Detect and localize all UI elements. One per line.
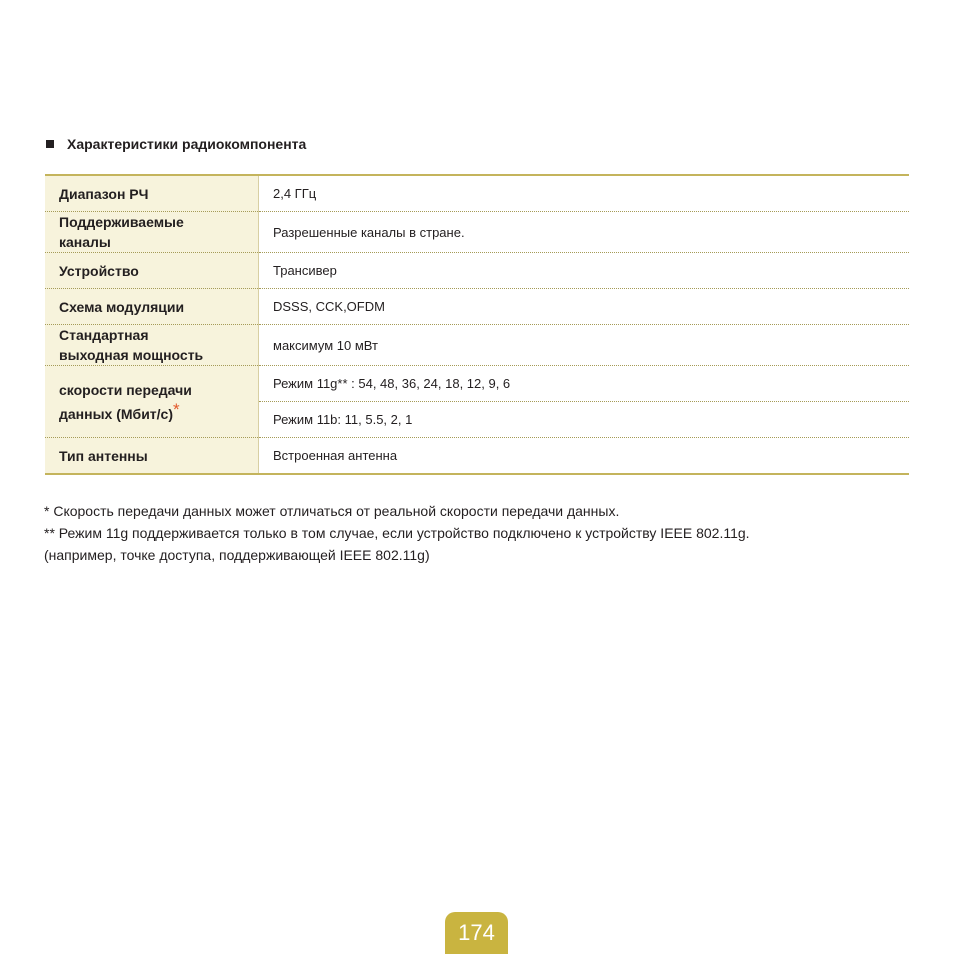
row-label bbox=[45, 325, 259, 366]
row-value: DSSS, CCK,OFDM bbox=[259, 289, 910, 325]
square-bullet-icon bbox=[46, 140, 54, 148]
table-row bbox=[45, 438, 909, 475]
footnote-asterisk: * bbox=[173, 399, 180, 419]
row-value: Встроенная антенна bbox=[273, 448, 398, 463]
footnotes bbox=[44, 500, 750, 566]
row-label: Тип антенны bbox=[45, 438, 259, 475]
table-row bbox=[45, 366, 909, 402]
footnote: * Скорость передачи данных может отличаться от реальной скорости передачи данных. bbox=[44, 503, 620, 519]
row-label-line: Стандартная bbox=[59, 327, 149, 343]
row-label-line: скорости передачи bbox=[59, 381, 192, 398]
table-row bbox=[45, 175, 909, 212]
section-title bbox=[46, 136, 306, 152]
row-label bbox=[45, 212, 259, 253]
table-row bbox=[45, 325, 909, 366]
row-value: Трансивер bbox=[259, 253, 910, 289]
row-label-line: данных (Мбит/с) bbox=[59, 405, 173, 422]
footnote: (например, точке доступа, поддерживающей IEEE 802.11g) bbox=[44, 547, 430, 563]
table-row bbox=[45, 212, 909, 253]
section-title-text: Характеристики радиокомпонента bbox=[67, 136, 307, 152]
row-label-line: каналы bbox=[59, 234, 111, 250]
footnote: ** Режим 11g поддерживается только в том случае, если устройство подключено к устройству IEEE 802.11g. bbox=[44, 525, 750, 541]
row-label: Схема модуляции bbox=[45, 289, 259, 325]
radio-specs-table bbox=[45, 174, 909, 475]
row-label: Устройство bbox=[45, 253, 259, 289]
row-value: Режим 11b: 11, 5.5, 2, 1 bbox=[259, 402, 910, 438]
page-number: 174 bbox=[445, 912, 508, 954]
row-label-line: выходная мощность bbox=[59, 347, 204, 363]
row-value: Режим 11g** : 54, 48, 36, 24, 18, 12, 9, 6 bbox=[259, 366, 910, 402]
row-label-line: Поддерживаемые bbox=[59, 214, 184, 230]
table-row bbox=[45, 289, 909, 325]
row-value: Разрешенные каналы в стране. bbox=[259, 212, 910, 253]
table-row bbox=[45, 253, 909, 289]
row-label: Диапазон РЧ bbox=[45, 175, 259, 212]
row-value: максимум 10 мВт bbox=[259, 325, 910, 366]
row-label bbox=[45, 366, 259, 438]
row-value: 2,4 ГГц bbox=[259, 175, 910, 212]
